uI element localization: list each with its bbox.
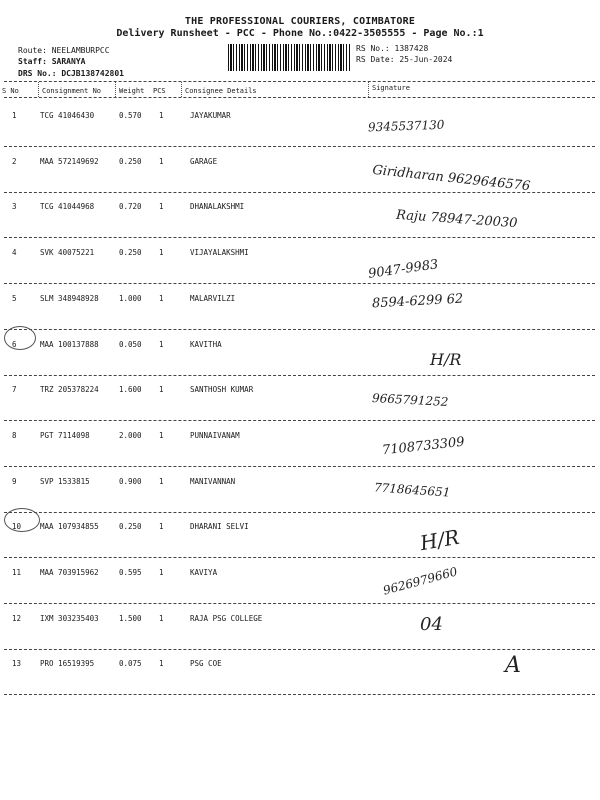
cell-consignment-no: MAA 100137888: [40, 339, 99, 349]
column-divider: [181, 82, 182, 97]
row-separator: [4, 694, 595, 695]
staff-label: Staff:: [18, 57, 47, 66]
cell-consignee: MALARVILZI: [190, 293, 236, 303]
handwritten-signature: H/R: [418, 525, 462, 556]
cell-weight: 0.250: [119, 522, 142, 532]
cell-consignee: RAJA PSG COLLEGE: [190, 613, 263, 623]
cell-sno: 7: [12, 385, 17, 395]
cell-consignee: JAYAKUMAR: [190, 111, 231, 120]
drs-label: DRS No.:: [18, 69, 57, 78]
cell-consignment-no: MAA 572149692: [40, 156, 99, 166]
cell-sno: 13: [12, 659, 22, 669]
cell-sno: 9: [12, 476, 17, 486]
cell-weight: 1.600: [119, 385, 142, 395]
column-header-signature: Signature: [372, 84, 410, 92]
column-header-weight: Weight: [119, 87, 145, 95]
cell-pcs: 1: [159, 111, 164, 120]
handwritten-signature: Giridharan 9629646576: [371, 162, 531, 194]
cell-sno: 5: [12, 293, 17, 303]
cell-consignment-no: SVP 1533815: [40, 476, 90, 486]
route-line: [18, 46, 110, 55]
row-separator: [4, 375, 595, 376]
cell-weight: 0.050: [119, 339, 142, 349]
header-bottom-rule: [4, 97, 595, 98]
cell-consignee: KAVIYA: [190, 568, 218, 577]
document-title: THE PROFESSIONAL COURIERS, COIMBATORE: [184, 16, 416, 27]
handwritten-signature: 8594-6299 62: [371, 291, 464, 312]
document-subtitle: Delivery Runsheet - PCC - Phone No.:0422-3505555 - Page No.:1: [116, 28, 484, 39]
cell-consignment-no: PRO 16519395: [40, 659, 95, 669]
cell-weight: 0.250: [119, 248, 142, 258]
table-top-rule: [4, 81, 595, 82]
cell-consignee: VIJAYALAKSHMI: [190, 248, 249, 258]
column-divider: [38, 82, 39, 97]
cell-pcs: 1: [159, 156, 164, 166]
cell-consignment-no: SVK 40075221: [40, 248, 95, 258]
cell-weight: 0.720: [119, 202, 142, 212]
cell-sno: 1: [12, 111, 17, 120]
cell-sno: 4: [12, 248, 17, 258]
cell-consignee: SANTHOSH KUMAR: [190, 385, 254, 395]
cell-consignment-no: MAA 703915962: [40, 568, 99, 577]
cell-consignment-no: TCG 41046430: [40, 111, 95, 120]
cell-weight: 0.570: [119, 111, 142, 120]
cell-consignee: PSG COE: [190, 659, 222, 669]
rs-no-line: [356, 44, 428, 53]
row-separator: [4, 192, 595, 193]
cell-consignee: KAVITHA: [190, 339, 222, 349]
handwritten-signature: A: [505, 653, 521, 679]
cell-pcs: 1: [159, 522, 164, 532]
row-separator: [4, 283, 595, 284]
cell-pcs: 1: [159, 613, 164, 623]
cell-weight: 2.000: [119, 430, 142, 440]
cell-consignee: DHARANI SELVI: [190, 522, 249, 532]
cell-consignment-no: IXM 303235403: [40, 613, 99, 623]
column-header-sno: S No: [2, 87, 19, 95]
cell-sno: 10: [12, 522, 22, 532]
cell-weight: 0.900: [119, 476, 142, 486]
drs-line: [18, 69, 124, 78]
cell-sno: 12: [12, 613, 22, 623]
handwritten-signature: Raju 78947-20030: [395, 208, 518, 232]
cell-pcs: 1: [159, 248, 164, 258]
row-separator: [4, 603, 595, 604]
cell-sno: 2: [12, 156, 17, 166]
cell-consignment-no: SLM 348948928: [40, 293, 99, 303]
row-6-circle-mark: [4, 326, 36, 350]
cell-weight: 0.595: [119, 568, 142, 577]
rs-date-value: 25-Jun-2024: [399, 55, 453, 64]
route-label: Route:: [18, 46, 47, 55]
cell-consignment-no: MAA 107934855: [40, 522, 99, 532]
handwritten-signature: 9626979660: [381, 564, 459, 598]
column-header-pcs: PCS: [153, 87, 166, 95]
drs-value: DCJB138742801: [61, 69, 124, 78]
row-separator: [4, 146, 595, 147]
staff-line: [18, 57, 85, 66]
column-divider: [115, 82, 116, 97]
cell-weight: 1.500: [119, 613, 142, 623]
row-separator: [4, 512, 595, 513]
cell-consignment-no: TCG 41044968: [40, 202, 95, 212]
rs-date-line: [356, 55, 452, 64]
handwritten-signature: H/R: [430, 349, 462, 369]
cell-pcs: 1: [159, 659, 164, 669]
handwritten-signature: 9345537130: [367, 117, 445, 135]
row-10-circle-mark: [4, 508, 40, 532]
route-value: NEELAMBURPCC: [51, 46, 110, 55]
cell-weight: 1.000: [119, 293, 142, 303]
row-separator: [4, 649, 595, 650]
cell-sno: 6: [12, 339, 17, 349]
cell-pcs: 1: [159, 476, 164, 486]
handwritten-signature: 9665791252: [371, 391, 449, 410]
cell-weight: 0.250: [119, 156, 142, 166]
cell-pcs: 1: [159, 430, 164, 440]
cell-pcs: 1: [159, 568, 164, 577]
cell-consignee: PUNNAIVANAM: [190, 430, 240, 440]
cell-sno: 11: [12, 568, 22, 577]
row-separator: [4, 557, 595, 558]
cell-consignee: GARAGE: [190, 156, 218, 166]
row-separator: [4, 466, 595, 467]
rs-no-value: 1387428: [394, 44, 429, 53]
cell-pcs: 1: [159, 385, 164, 395]
column-divider: [368, 82, 369, 97]
row-separator: [4, 329, 595, 330]
column-header-consignee: Consignee Details: [185, 87, 257, 95]
rs-date-label: RS Date:: [356, 55, 395, 64]
staff-value: SARANYA: [51, 57, 86, 66]
cell-weight: 0.075: [119, 659, 142, 669]
cell-pcs: 1: [159, 293, 164, 303]
cell-pcs: 1: [159, 202, 164, 212]
cell-consignment-no: TRZ 205378224: [40, 385, 99, 395]
handwritten-signature: 04: [420, 613, 443, 635]
row-separator: [4, 420, 595, 421]
rs-no-label: RS No.:: [356, 44, 390, 53]
handwritten-signature: 7108733309: [381, 434, 466, 459]
handwritten-signature: 7718645651: [373, 479, 451, 500]
cell-consignment-no: PGT 7114098: [40, 430, 90, 440]
cell-pcs: 1: [159, 339, 164, 349]
handwritten-signature: 9047-9983: [367, 257, 440, 282]
column-header-consignment: Consignment No: [42, 87, 102, 95]
row-separator: [4, 237, 595, 238]
cell-consignee: DHANALAKSHMI: [190, 202, 245, 212]
cell-sno: 3: [12, 202, 17, 212]
cell-sno: 8: [12, 430, 17, 440]
barcode: [228, 44, 351, 71]
cell-consignee: MANIVANNAN: [190, 476, 236, 486]
